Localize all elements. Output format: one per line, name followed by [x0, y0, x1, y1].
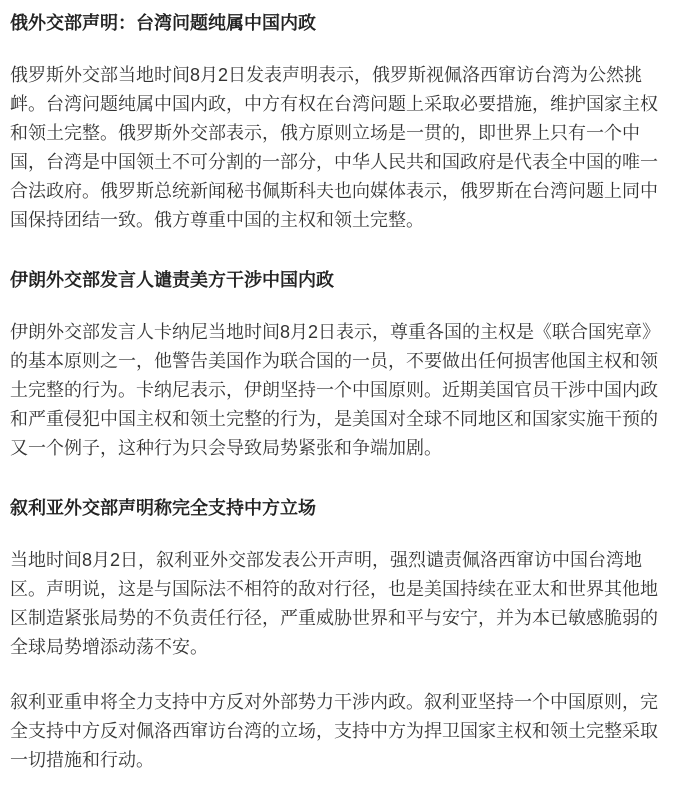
section-heading-russia: 俄外交部声明：台湾问题纯属中国内政	[10, 13, 316, 33]
news-article	[10, 12, 669, 775]
section-paragraph: 叙利亚重申将全力支持中方反对外部势力干涉内政。叙利亚坚持一个中国原则，完全支持中方反对佩洛西窜访台湾的立场，支持中方为捍卫国家主权和领土完整采取一切措施和行动。	[10, 692, 658, 770]
article-section-syria	[10, 497, 669, 775]
section-heading-iran: 伊朗外交部发言人谴责美方干涉中国内政	[10, 270, 334, 290]
article-section-iran	[10, 269, 669, 463]
section-paragraph: 伊朗外交部发言人卡纳尼当地时间8月2日表示，尊重各国的主权是《联合国宪章》的基本原则之一，他警告美国作为联合国的一员，不要做出任何损害他国主权和领土完整的行为。卡纳尼表示，伊朗坚持一个中国原则。近期美国官员干涉中国内政和严重侵犯中国主权和领土完整的行为，是美国对全球不同地区和国家实施干预的又一个例子，这种行为只会导致局势紧张和争端加剧。	[10, 322, 661, 458]
section-heading-syria: 叙利亚外交部声明称完全支持中方立场	[10, 498, 316, 518]
article-section-russia	[10, 12, 669, 235]
section-paragraph: 当地时间8月2日，叙利亚外交部发表公开声明，强烈谴责佩洛西窜访中国台湾地区。声明说，这是与国际法不相符的敌对行径，也是美国持续在亚太和世界其他地区制造紧张局势的不负责任行径，严重威胁世界和平与安宁，并为本已敏感脆弱的全球局势增添动荡不安。	[10, 550, 658, 657]
section-paragraph: 俄罗斯外交部当地时间8月2日发表声明表示，俄罗斯视佩洛西窜访台湾为公然挑衅。台湾问题纯属中国内政，中方有权在台湾问题上采取必要措施，维护国家主权和领土完整。俄罗斯外交部表示，俄方原则立场是一贯的，即世界上只有一个中国，台湾是中国领土不可分割的一部分，中华人民共和国政府是代表全中国的唯一合法政府。俄罗斯总统新闻秘书佩斯科夫也向媒体表示，俄罗斯在台湾问题上同中国保持团结一致。俄方尊重中国的主权和领土完整。	[10, 65, 658, 230]
